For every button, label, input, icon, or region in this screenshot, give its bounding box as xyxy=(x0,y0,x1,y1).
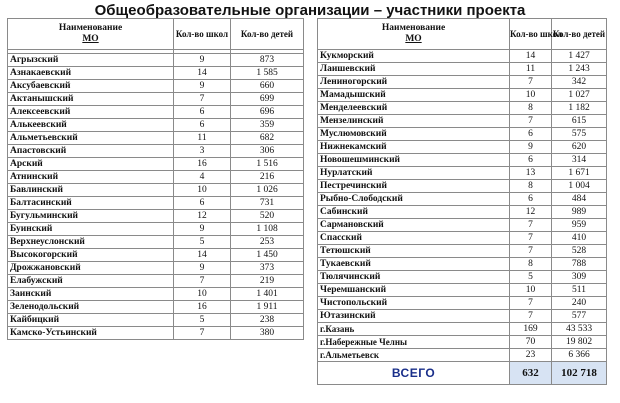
schools-cell: 8 xyxy=(510,258,552,271)
children-cell: 216 xyxy=(231,171,304,184)
page-title: Общеобразовательные организации – участники проекта xyxy=(94,2,526,19)
schools-cell: 5 xyxy=(174,314,231,327)
mo-name-cell: Высокогорский xyxy=(8,249,174,262)
header-mo-line1: Наименование xyxy=(381,23,446,33)
table-row xyxy=(8,301,304,314)
children-cell: 1 427 xyxy=(552,50,607,63)
children-cell: 1 911 xyxy=(231,301,304,314)
table-row xyxy=(318,180,607,193)
mo-name-cell: Кайбицкий xyxy=(8,314,174,327)
children-cell: 1 182 xyxy=(552,102,607,115)
table-row xyxy=(318,271,607,284)
mo-name-cell: Черемшанский xyxy=(318,284,510,297)
children-cell: 1 027 xyxy=(552,89,607,102)
mo-name-cell: Альметьевский xyxy=(8,132,174,145)
table-row xyxy=(318,102,607,115)
schools-cell: 6 xyxy=(510,128,552,141)
mo-name-cell: Сабинский xyxy=(318,206,510,219)
schools-cell: 7 xyxy=(510,76,552,89)
table-row xyxy=(318,193,607,206)
header-schools: Кол-во школ xyxy=(510,19,552,50)
table-row xyxy=(8,288,304,301)
children-cell: 873 xyxy=(231,54,304,67)
table-row xyxy=(8,275,304,288)
schools-cell: 14 xyxy=(510,50,552,63)
schools-cell: 7 xyxy=(510,297,552,310)
mo-name-cell: Агрызский xyxy=(8,54,174,67)
table-row xyxy=(8,67,304,80)
total-children: 102 718 xyxy=(552,362,607,385)
mo-name-cell: Менделеевский xyxy=(318,102,510,115)
schools-cell: 5 xyxy=(174,236,231,249)
children-cell: 314 xyxy=(552,154,607,167)
schools-cell: 9 xyxy=(510,141,552,154)
children-cell: 660 xyxy=(231,80,304,93)
mo-name-cell: Муслюмовский xyxy=(318,128,510,141)
schools-cell: 10 xyxy=(174,288,231,301)
mo-name-cell: Тюлячинский xyxy=(318,271,510,284)
table-row xyxy=(8,249,304,262)
mo-name-cell: Алексеевский xyxy=(8,106,174,119)
table-row xyxy=(318,310,607,323)
schools-cell: 7 xyxy=(510,310,552,323)
children-cell: 484 xyxy=(552,193,607,206)
table-row xyxy=(8,106,304,119)
mo-name-cell: Чистопольский xyxy=(318,297,510,310)
schools-cell: 9 xyxy=(174,262,231,275)
table-row xyxy=(318,76,607,89)
children-cell: 620 xyxy=(552,141,607,154)
mo-name-cell: Тукаевский xyxy=(318,258,510,271)
table-row xyxy=(8,132,304,145)
mo-name-cell: Лениногорский xyxy=(318,76,510,89)
schools-cell: 6 xyxy=(174,106,231,119)
children-cell: 731 xyxy=(231,197,304,210)
header-schools: Кол-во школ xyxy=(174,19,231,50)
total-label: ВСЕГО xyxy=(318,362,510,385)
children-cell: 1 671 xyxy=(552,167,607,180)
children-cell: 577 xyxy=(552,310,607,323)
schools-cell: 14 xyxy=(174,249,231,262)
table-row xyxy=(318,167,607,180)
children-cell: 959 xyxy=(552,219,607,232)
children-cell: 342 xyxy=(552,76,607,89)
table-row xyxy=(318,206,607,219)
schools-cell: 4 xyxy=(174,171,231,184)
table-row xyxy=(8,145,304,158)
mo-name-cell: Балтасинский xyxy=(8,197,174,210)
header-children: Кол-во детей xyxy=(231,19,304,50)
children-cell: 380 xyxy=(231,327,304,340)
children-cell: 1 450 xyxy=(231,249,304,262)
schools-cell: 8 xyxy=(510,180,552,193)
table-row xyxy=(318,323,607,336)
right-table-header xyxy=(318,19,607,50)
children-cell: 1 401 xyxy=(231,288,304,301)
schools-cell: 3 xyxy=(174,145,231,158)
table-row xyxy=(318,89,607,102)
table-row xyxy=(8,184,304,197)
children-cell: 1 108 xyxy=(231,223,304,236)
children-cell: 1 585 xyxy=(231,67,304,80)
children-cell: 43 533 xyxy=(552,323,607,336)
header-mo xyxy=(8,19,174,50)
mo-name-cell: Нижнекамский xyxy=(318,141,510,154)
children-cell: 699 xyxy=(231,93,304,106)
schools-cell: 9 xyxy=(174,223,231,236)
mo-name-cell: г.Набережные Челны xyxy=(318,336,510,349)
mo-name-cell: Атнинский xyxy=(8,171,174,184)
schools-cell: 70 xyxy=(510,336,552,349)
schools-cell: 6 xyxy=(510,154,552,167)
table-row xyxy=(318,50,607,63)
mo-name-cell: г.Казань xyxy=(318,323,510,336)
table-row xyxy=(8,54,304,67)
mo-name-cell: Зеленодольский xyxy=(8,301,174,314)
total-schools: 632 xyxy=(510,362,552,385)
children-cell: 575 xyxy=(552,128,607,141)
table-row xyxy=(8,119,304,132)
schools-cell: 7 xyxy=(510,245,552,258)
schools-cell: 16 xyxy=(174,301,231,314)
header-mo-line1: Наименование xyxy=(58,23,123,33)
schools-cell: 23 xyxy=(510,349,552,362)
table-row xyxy=(8,314,304,327)
schools-cell: 12 xyxy=(174,210,231,223)
children-cell: 6 366 xyxy=(552,349,607,362)
header-mo-line2: МО xyxy=(405,34,422,44)
schools-cell: 9 xyxy=(174,80,231,93)
children-cell: 682 xyxy=(231,132,304,145)
schools-cell: 7 xyxy=(510,232,552,245)
schools-cell: 7 xyxy=(510,219,552,232)
table-row xyxy=(318,336,607,349)
schools-cell: 11 xyxy=(174,132,231,145)
mo-name-cell: Елабужский xyxy=(8,275,174,288)
table-row xyxy=(318,154,607,167)
mo-name-cell: Заинский xyxy=(8,288,174,301)
table-row xyxy=(318,258,607,271)
mo-name-cell: Арский xyxy=(8,158,174,171)
schools-cell: 7 xyxy=(174,327,231,340)
children-cell: 1 026 xyxy=(231,184,304,197)
schools-cell: 5 xyxy=(510,271,552,284)
mo-name-cell: Рыбно-Слободский xyxy=(318,193,510,206)
schools-cell: 6 xyxy=(174,197,231,210)
children-cell: 240 xyxy=(552,297,607,310)
table-row xyxy=(318,349,607,362)
children-cell: 1 004 xyxy=(552,180,607,193)
table-row xyxy=(318,219,607,232)
schools-cell: 6 xyxy=(510,193,552,206)
table-row xyxy=(318,297,607,310)
children-cell: 1 243 xyxy=(552,63,607,76)
children-cell: 615 xyxy=(552,115,607,128)
children-cell: 410 xyxy=(552,232,607,245)
schools-cell: 8 xyxy=(510,102,552,115)
mo-name-cell: Ютазинский xyxy=(318,310,510,323)
schools-cell: 7 xyxy=(174,275,231,288)
table-row xyxy=(318,141,607,154)
children-cell: 19 802 xyxy=(552,336,607,349)
children-cell: 253 xyxy=(231,236,304,249)
mo-name-cell: Верхнеуслонский xyxy=(8,236,174,249)
schools-cell: 12 xyxy=(510,206,552,219)
mo-name-cell: Лаишевский xyxy=(318,63,510,76)
children-cell: 359 xyxy=(231,119,304,132)
mo-name-cell: Мензелинский xyxy=(318,115,510,128)
mo-name-cell: Тетюшский xyxy=(318,245,510,258)
mo-name-cell: Актанышский xyxy=(8,93,174,106)
mo-name-cell: Сармановский xyxy=(318,219,510,232)
children-cell: 309 xyxy=(552,271,607,284)
schools-cell: 169 xyxy=(510,323,552,336)
schools-cell: 6 xyxy=(174,119,231,132)
header-mo-line2: МО xyxy=(82,34,99,44)
mo-name-cell: Пестречинский xyxy=(318,180,510,193)
mo-name-cell: Новошешминский xyxy=(318,154,510,167)
mo-name-cell: Аксубаевский xyxy=(8,80,174,93)
mo-name-cell: Мамадышский xyxy=(318,89,510,102)
table-row xyxy=(8,327,304,340)
table-row xyxy=(8,93,304,106)
children-cell: 696 xyxy=(231,106,304,119)
table-row xyxy=(8,158,304,171)
mo-name-cell: Камско-Устьинский xyxy=(8,327,174,340)
table-row xyxy=(8,236,304,249)
header-mo xyxy=(318,19,510,50)
children-cell: 788 xyxy=(552,258,607,271)
schools-cell: 10 xyxy=(510,284,552,297)
mo-name-cell: Бавлинский xyxy=(8,184,174,197)
children-cell: 219 xyxy=(231,275,304,288)
children-cell: 373 xyxy=(231,262,304,275)
mo-name-cell: Бугульминский xyxy=(8,210,174,223)
children-cell: 306 xyxy=(231,145,304,158)
table-row xyxy=(318,63,607,76)
mo-name-cell: Азнакаевский xyxy=(8,67,174,80)
table-row xyxy=(8,223,304,236)
schools-cell: 10 xyxy=(174,184,231,197)
children-cell: 511 xyxy=(552,284,607,297)
left-table-header xyxy=(8,19,304,50)
children-cell: 528 xyxy=(552,245,607,258)
total-row xyxy=(318,362,607,385)
table-row xyxy=(318,232,607,245)
schools-cell: 14 xyxy=(174,67,231,80)
table-row xyxy=(318,245,607,258)
table-row xyxy=(318,115,607,128)
schools-cell: 9 xyxy=(174,54,231,67)
schools-cell: 13 xyxy=(510,167,552,180)
mo-name-cell: Алькеевский xyxy=(8,119,174,132)
mo-name-cell: Кукморский xyxy=(318,50,510,63)
mo-name-cell: Буинский xyxy=(8,223,174,236)
left-table xyxy=(7,18,304,340)
table-row xyxy=(318,284,607,297)
children-cell: 989 xyxy=(552,206,607,219)
schools-cell: 7 xyxy=(510,115,552,128)
right-table xyxy=(317,18,607,385)
table-row xyxy=(8,262,304,275)
mo-name-cell: Дрожжановский xyxy=(8,262,174,275)
mo-name-cell: г.Альметьевск xyxy=(318,349,510,362)
schools-cell: 16 xyxy=(174,158,231,171)
mo-name-cell: Спасский xyxy=(318,232,510,245)
table-row xyxy=(8,210,304,223)
table-row xyxy=(8,171,304,184)
schools-cell: 7 xyxy=(174,93,231,106)
children-cell: 520 xyxy=(231,210,304,223)
table-row xyxy=(318,128,607,141)
table-row xyxy=(8,197,304,210)
header-children: Кол-во детей xyxy=(552,19,607,50)
mo-name-cell: Апастовский xyxy=(8,145,174,158)
children-cell: 238 xyxy=(231,314,304,327)
children-cell: 1 516 xyxy=(231,158,304,171)
table-row xyxy=(8,80,304,93)
schools-cell: 11 xyxy=(510,63,552,76)
mo-name-cell: Нурлатский xyxy=(318,167,510,180)
schools-cell: 10 xyxy=(510,89,552,102)
